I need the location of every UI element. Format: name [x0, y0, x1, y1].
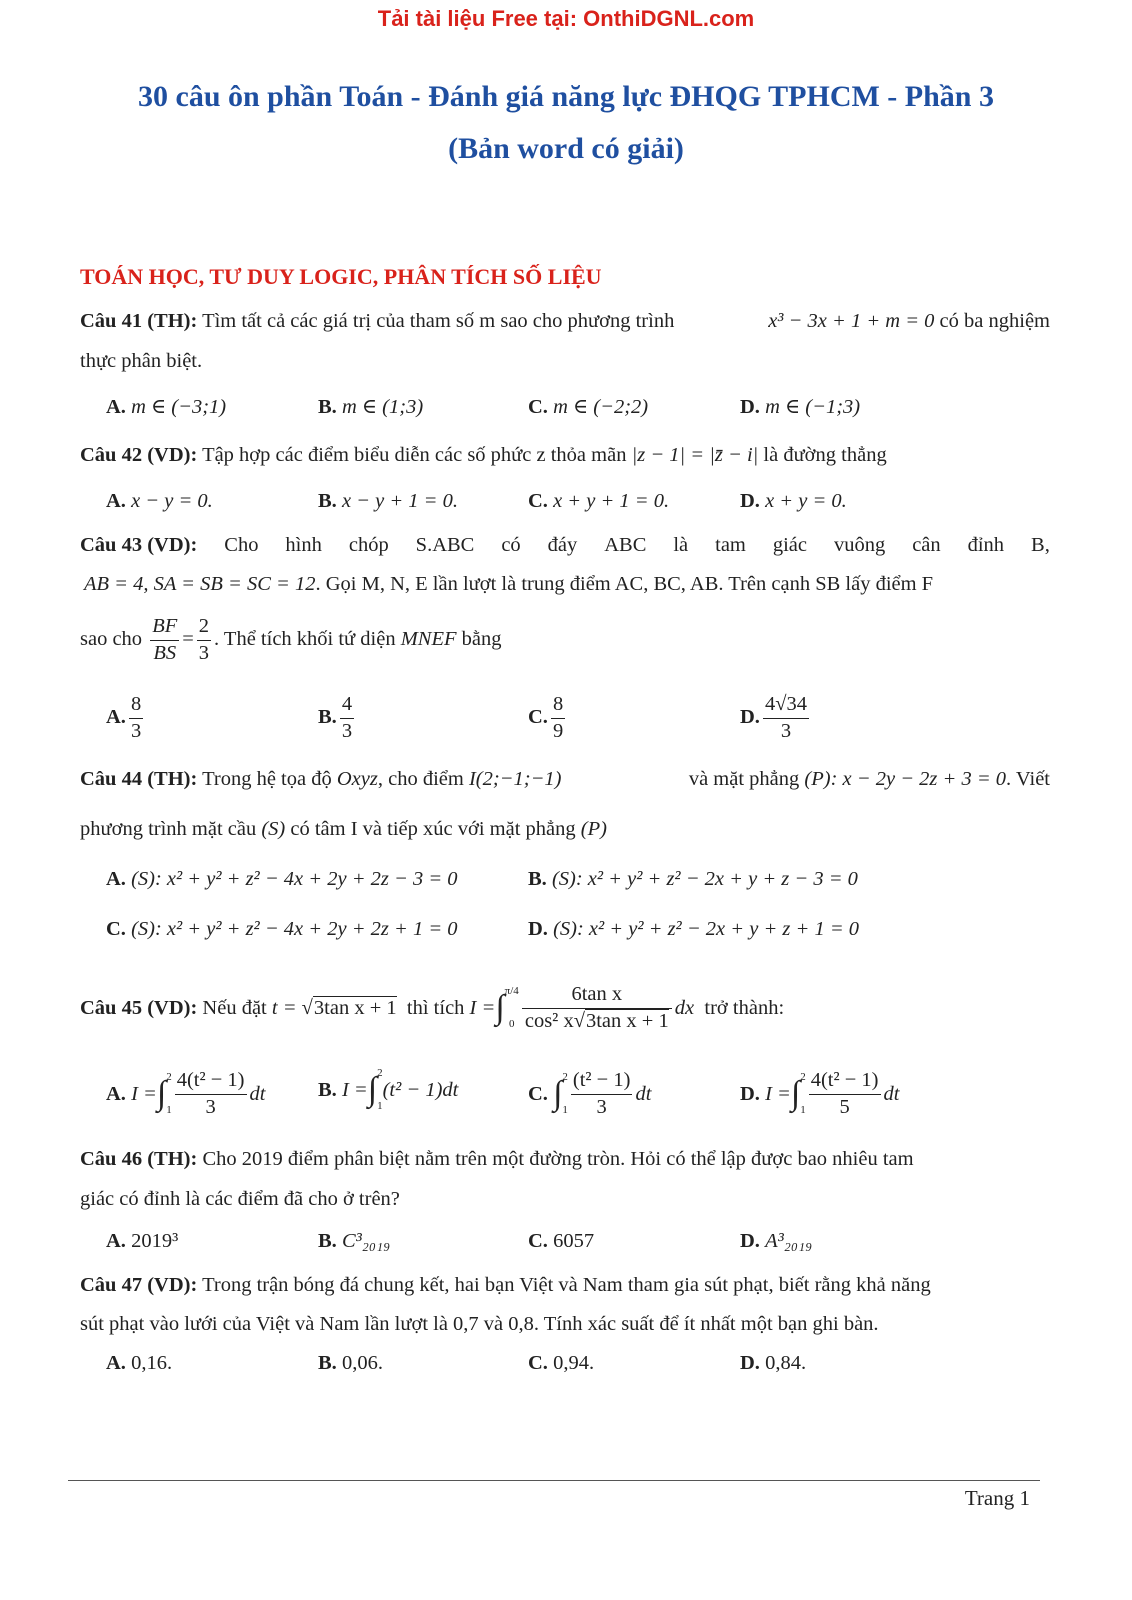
answer-option-d[interactable]: D. A³₂₀₁₉ [740, 1230, 813, 1252]
answer-option-b[interactable]: B. x − y + 1 = 0. [318, 490, 459, 512]
question-text: AB = 4, SA = SB = SC = 12. Gọi M, N, E lần lượt là trung điểm AC, BC, AB. Trên cạnh SB lấy điểm F [84, 573, 934, 595]
answer-option-c[interactable]: C. (S): x² + y² + z² − 4x + 2y + 2z + 1 = 0 [106, 918, 458, 940]
question-label: Câu 46 (TH): [80, 1148, 198, 1170]
answer-option-b[interactable]: B. m ∈ (1;3) [318, 396, 424, 418]
question-text: Tập hợp các điểm biểu diễn các số phức z thỏa mãn [202, 444, 627, 466]
question-label: Câu 43 (VD): [80, 534, 198, 556]
question-46: Câu 46 (TH): Cho 2019 điểm phân biệt nằm trên một đường tròn. Hỏi có thể lập được bao nhiêu tam [80, 1148, 914, 1170]
answer-option-c[interactable]: C. ∫ 2 1 $\frac{\text{(t² − 1)}}{3}$ dt [528, 1069, 652, 1118]
equation: x³ − 3x + 1 + m = 0 [768, 310, 935, 332]
answer-option-c[interactable]: C. m ∈ (−2;2) [528, 396, 649, 418]
answer-option-b[interactable]: B. I = ∫ 2 1 (t² − 1)dt [318, 1067, 459, 1112]
section-heading: TOÁN HỌC, TƯ DUY LOGIC, PHÂN TÍCH SỐ LIỆU [80, 264, 602, 289]
answer-option-c[interactable]: C. x + y + 1 = 0. [528, 490, 670, 512]
question-label: Câu 47 (VD): [80, 1274, 198, 1296]
document-title: 30 câu ôn phần Toán - Đánh giá năng lực ĐHQG TPHCM - Phần 3 [138, 80, 994, 113]
answer-option-c[interactable]: C. 6057 [528, 1230, 595, 1252]
answer-option-d[interactable]: D. x + y = 0. [740, 490, 847, 512]
question-43: Câu 43 (VD): Cho hình chóp S.ABC có đáy ABC là tam giác vuông cân đỉnh B, [80, 534, 1050, 556]
equation: |z − 1| = |z̄ − i| [631, 444, 759, 466]
question-45: Câu 45 (VD): Nếu đặt t = √ 3tan x + 1 thì tích I = ∫ π/4 0 $\frac{\text{6tan x}}{\text{cos² x√3tan x + 1}}$ dx trở thành: [80, 982, 785, 1032]
question-text: sút phạt vào lưới của Việt và Nam lần lượt là 0,7 và 0,8. Tính xác suất để ít nhất một bạn ghi bàn. [80, 1313, 879, 1335]
answer-option-b[interactable]: B. 0,06. [318, 1352, 383, 1374]
question-text: giác có đỉnh là các điểm đã cho ở trên? [80, 1188, 400, 1210]
question-label: Câu 44 (TH): [80, 768, 198, 790]
answer-option-b[interactable]: B. C³₂₀₁₉ [318, 1230, 391, 1252]
answer-option-c[interactable]: C. $\frac{8}{9}$ [528, 693, 564, 742]
answer-option-a[interactable]: A. 2019³ [106, 1230, 179, 1252]
answer-option-d[interactable]: D. 0,84. [740, 1352, 807, 1374]
question-label: Câu 45 (VD): [80, 996, 198, 1019]
question-text: là đường thẳng [763, 444, 887, 466]
answer-option-d[interactable]: D. I = ∫ 2 1 $\frac{\text{4(t² − 1)}}{5}$ dt [740, 1069, 900, 1118]
page-number: Trang 1 [964, 1486, 1030, 1510]
question-text: thực phân biệt. [80, 350, 203, 372]
document-subtitle: (Bản word có giải) [448, 132, 684, 165]
ratio-fraction: $\frac{BF}{BS}$ [152, 615, 178, 664]
equation: AB = 4, SA = SB = SC = 12 [84, 573, 316, 595]
footer-divider [68, 1480, 1040, 1481]
answer-option-b[interactable]: B. $\frac{4}{3}$ [318, 693, 353, 742]
answer-option-a[interactable]: A. (S): x² + y² + z² − 4x + 2y + 2z − 3 = 0 [106, 868, 458, 890]
answer-option-b[interactable]: B. (S): x² + y² + z² − 2x + y + z − 3 = 0 [528, 868, 858, 890]
answer-option-d[interactable]: D. $\frac{4√34}{3}$ [740, 693, 807, 742]
answer-option-a[interactable]: A. I = ∫ 2 1 $\frac{\text{4(t² − 1)}}{3}$ dt [106, 1069, 266, 1118]
question-text: phương trình mặt cầu (S) có tâm I và tiếp xúc với mặt phẳng (P) [80, 818, 607, 840]
question-text: có ba nghiệm [939, 310, 1050, 332]
question-41 [80, 310, 1050, 333]
answer-option-a[interactable]: A. 0,16. [106, 1352, 173, 1374]
answer-option-a[interactable]: A. m ∈ (−3;1) [106, 396, 227, 418]
answer-option-a[interactable]: A. x − y = 0. [106, 490, 213, 512]
question-42 [80, 444, 1050, 467]
answer-option-a[interactable]: A. $\frac{8}{3}$ [106, 693, 142, 742]
question-text: Tìm tất cả các giá trị của tham số m sao cho phương trình [202, 310, 675, 332]
question-label: Câu 42 (VD): [80, 444, 198, 466]
question-label: Câu 41 (TH): [80, 310, 198, 332]
question-text: sao cho $\frac{BF}{BS}$ = $\frac{2}{3}$ . Thể tích khối tứ diện MNEF bằng [80, 614, 1050, 666]
answer-option-d[interactable]: D. m ∈ (−1;3) [740, 396, 861, 418]
question-44: Câu 44 (TH): Trong hệ tọa độ Oxyz, cho điểm I(2;−1;−1) và mặt phẳng (P): x − 2y − 2z + 3 = 0. Viết [80, 768, 1050, 790]
answer-option-c[interactable]: C. 0,94. [528, 1352, 595, 1374]
question-47: Câu 47 (VD): Trong trận bóng đá chung kết, hai bạn Việt và Nam tham gia sút phạt, biết rằng khả năng [80, 1274, 931, 1296]
answer-option-d[interactable]: D. (S): x² + y² + z² − 2x + y + z + 1 = 0 [528, 918, 860, 940]
integral-sign: ∫ [495, 989, 505, 1026]
download-banner[interactable]: Tải tài liệu Free tại: OnthiDGNL.com [377, 6, 755, 31]
